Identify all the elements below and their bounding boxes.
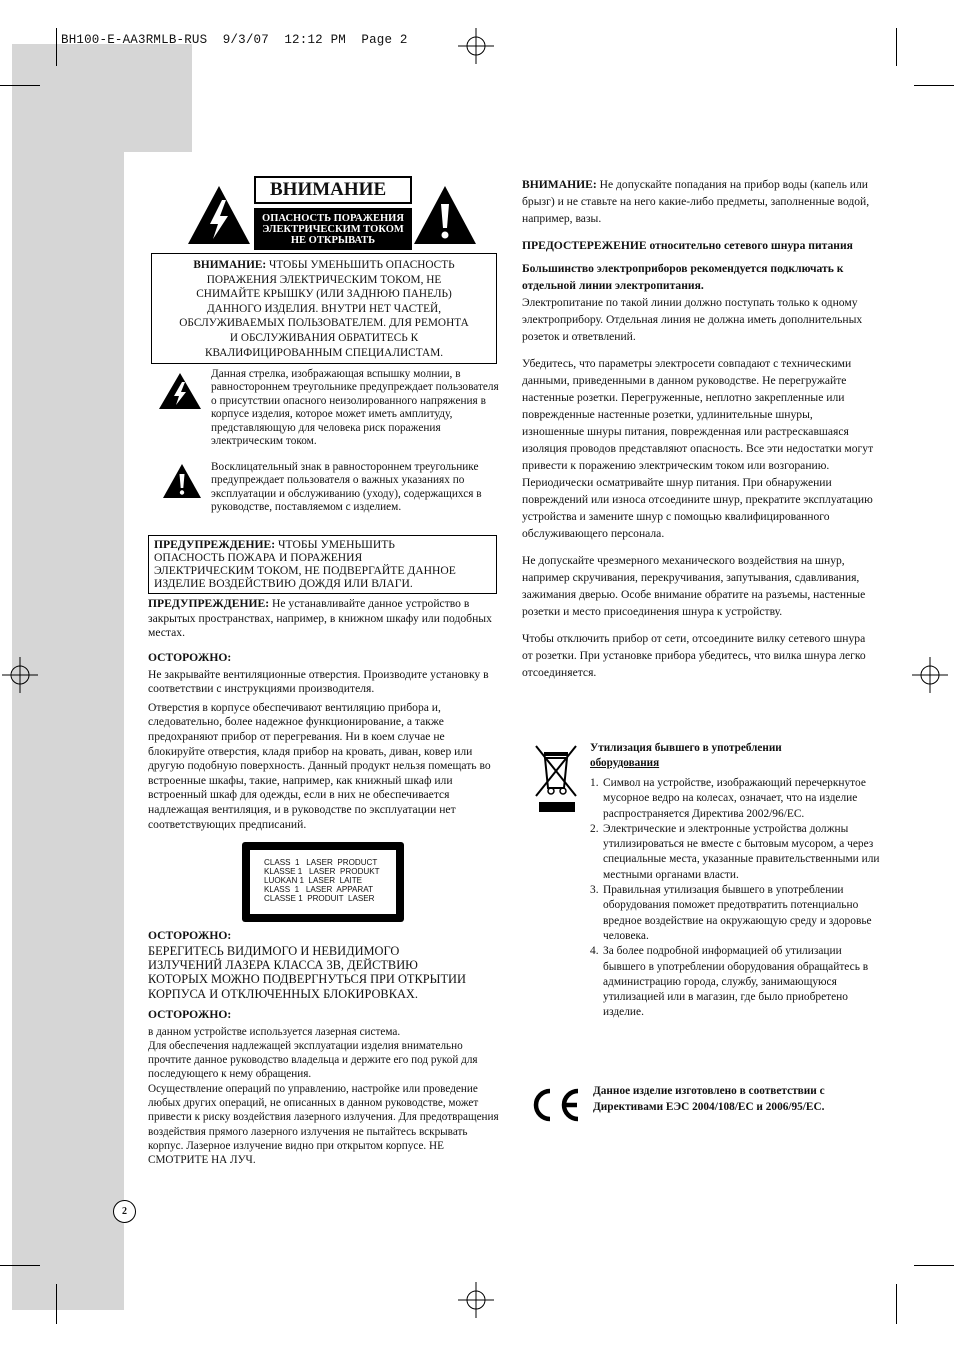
exclamation-symbol-note (152, 461, 502, 531)
caution-line: И ОБСЛУЖИВАНИЯ ОБРАТИТЕСЬ К (229, 331, 419, 344)
water-warning-lead: ВНИМАНИЕ: (522, 178, 597, 191)
system-caution (148, 1008, 500, 1168)
warning-box (148, 535, 497, 594)
doc-id: BH100-E-AA3RMLB-RUS (61, 33, 208, 47)
caution-lead: ВНИМАНИЕ: (193, 259, 267, 271)
laser-caution-line: КОРПУСА И ОТКЛЮЧЕННЫХ БЛОКИРОВКАХ. (148, 986, 418, 1001)
list-item-text: Правильная утилизация бывшего в употреблении оборудования поможет предотвратить потенциально вредное воздействие на окружающую среду и здоровье человека. (603, 884, 872, 942)
vent-caution-p1: Не закрывайте вентиляционные отверстия. Производите установку в соответствии с инструкциями производителя. (148, 667, 489, 696)
registration-mark-icon (2, 657, 38, 693)
caution-line: ЧТОБЫ УМЕНЬШИТЬ ОПАСНОСТЬ (266, 259, 455, 271)
laser-line: KLASS 1 LASER APPARAT (264, 885, 374, 895)
list-item (590, 944, 880, 1020)
registration-mark-icon (458, 1282, 494, 1318)
vent-caution-heading: ОСТОРОЖНО: (148, 651, 232, 664)
weee-title-line: оборудования (590, 757, 660, 769)
warning-sub-line: ОПАСНОСТЬ ПОРАЖЕНИЯ (262, 213, 404, 224)
warning-sub-line: ЭЛЕКТРИЧЕСКИМ ТОКОМ (262, 224, 404, 235)
list-item-text: Символ на устройстве, изображающий перечеркнутое мусорное ведро на колесах, означает, что на изделие распространяется Директива 2002/96/ЕС. (603, 777, 866, 820)
enclosed-warning (148, 597, 500, 641)
cord-p1: Электропитание по такой линии должно поступать только к одному электроприбору. Отдельная линия не должна иметь дополнительных розеток и ответвлений. (522, 296, 863, 343)
laser-caution-line: БЕРЕГИТЕСЬ ВИДИМОГО И НЕВИДИМОГО (148, 943, 400, 958)
cord-heading: ПРЕДОСТЕРЕЖЕНИЕ относительно сетевого шнура питания (522, 239, 853, 252)
list-item-number: 1. (590, 777, 599, 789)
exclamation-triangle-icon (162, 463, 202, 503)
lightning-symbol-note (152, 368, 502, 456)
vent-caution (148, 651, 500, 832)
exclamation-symbol-text: Восклицательный знак в равностороннем треугольнике предупреждает пользователя о важных указаниях по эксплуатации и обслуживанию (уходу), содержащихся в руководстве, поставляемом с изделием. (211, 461, 482, 514)
system-caution-p3: Осуществление операций по управлению, настройке или проведение любых других операций, не описанных в данном руководстве, может привести к риску воздействия лазерного излучения. Для предотвращения воздействия прямого лазерного излучения не пытайтесь вскрывать корпус. Лазерное излучение видно при открытом корпусе. НЕ СМОТРИТЕ НА ЛУЧ. (148, 1082, 499, 1167)
registration-mark-icon (458, 28, 494, 64)
weee-title (590, 741, 850, 771)
ce-mark-icon (528, 1086, 582, 1124)
page-number: 2 (113, 1200, 136, 1223)
ce-conformity-text: Данное изделие изготовлено в соответствии с Директивами ЕЭС 2004/108/ЕС и 2006/95/ЕС. (593, 1085, 825, 1113)
weee-title-line: Утилизация бывшего в употреблении (590, 742, 782, 754)
crop-mark (56, 1284, 57, 1324)
warning-lead: ПРЕДУПРЕЖДЕНИЕ: (154, 538, 276, 551)
warning-label (254, 176, 412, 246)
lightning-triangle-icon (186, 184, 252, 251)
crop-mark (0, 1265, 40, 1266)
crop-mark (896, 1284, 897, 1324)
laser-line: CLASSE 1 PRODUIT LASER (264, 894, 375, 904)
laser-caution-line: КОТОРЫХ МОЖНО ПОДВЕРГНУТЬСЯ ПРИ ОТКРЫТИИ (148, 972, 466, 987)
laser-line: CLASS 1 LASER PRODUCT (264, 858, 378, 867)
laser-label-text (264, 858, 380, 903)
laser-product-label (242, 842, 404, 922)
cord-bold-note: Большинство электроприборов рекомендуется подключать к отдельной линии электропитания. (522, 262, 844, 292)
warning-line: ЭЛЕКТРИЧЕСКИМ ТОКОМ, НЕ ПОДВЕРГАЙТЕ ДАННОЕ (154, 564, 456, 577)
exclamation-triangle-icon (412, 184, 478, 251)
lightning-symbol-text: Данная стрелка, изображающая вспышку молнии, в равностороннем треугольнике предупреждает пользователя о присутствии опасного неизолированного напряжения в корпусе изделия, которое может иметь амплитуду, представляющую для человека риск поражения электрическим током. (211, 368, 499, 448)
list-item-number: 3. (590, 884, 599, 897)
warning-line: ЧТОБЫ УМЕНЬШИТЬ (275, 538, 395, 551)
caution-line: ОБСЛУЖИВАЕМЫХ ПОЛЬЗОВАТЕЛЕМ. ДЛЯ РЕМОНТА (179, 317, 469, 330)
laser-caution-heading: ОСТОРОЖНО: (148, 929, 232, 942)
laser-caution-line: ИЗЛУЧЕНИЙ ЛАЗЕРА КЛАССА 3B, ДЕЙСТВИЮ (148, 958, 418, 972)
print-header (61, 33, 408, 47)
warning-line: ИЗДЕЛИЕ ВОЗДЕЙСТВИЮ ДОЖДЯ ИЛИ ВЛАГИ. (154, 577, 413, 590)
list-item-text: Электрические и электронные устройства должны утилизироваться не вместе с бытовым мусором, а через специальные места, указанные правительственными или местными органами власти. (603, 822, 880, 881)
caution-line: КВАЛИФИЦИРОВАННЫМ СПЕЦИАЛИСТАМ. (204, 346, 444, 359)
cord-p3: Не допускайте чрезмерного механического воздействия на шнур, например скручивания, перекручивания, запутывания, сдавливания, зажимания дверью. Особе внимание обратите на разъемы, настенные розетки и место присоединения шнура к устройству. (522, 554, 866, 618)
laser-label-inner (250, 850, 396, 914)
enclosed-warning-text: Не устанавливайте данное устройство в закрытых пространствах, например, в книжном шкафу или подобных местах. (148, 597, 492, 640)
enclosed-warning-lead: ПРЕДУПРЕЖДЕНИЕ: (148, 597, 270, 610)
crop-mark (914, 1265, 954, 1266)
page-label: Page 2 (361, 33, 408, 47)
list-item (590, 822, 880, 883)
caution-line: ПОРАЖЕНИЯ ЭЛЕКТРИЧЕСКИМ ТОКОМ, НЕ (206, 273, 442, 286)
system-caution-p1: в данном устройстве используется лазерная система. (148, 1025, 401, 1038)
print-time: 12:12 PM (284, 33, 346, 47)
right-column (522, 176, 874, 691)
cord-p2: Убедитесь, что параметры электросети совпадают с техническими данными, приведенными в данном руководстве. Не перегружайте настенные розетки. Перегруженные, неплотно закрепленные или поврежденные настенные розетки, удлинительные шнуры, изношенные шнуры питания, поврежденная или растрескавшаяся изоляция проводов представляют опасность. Все эти недостатки могут привести к поражению электрическим током или возгоранию. Периодически осматривайте шнур питания. При обнаружении повреждений или износа отсоедините шнур, прекратите эксплуатацию устройства и замените шнур с помощью квалифицированного обслуживающего персонала. (522, 357, 874, 540)
warning-label-title: ВНИМАНИЕ (254, 176, 412, 204)
crop-mark (0, 85, 40, 86)
weee-list (590, 776, 880, 1021)
water-warning-text: Не допускайте попадания на прибор воды (капель или брызг) и не ставьте на него какие-либо предметы, заполненные водой, например, вазы. (522, 178, 870, 225)
list-item (590, 776, 880, 822)
list-item-number: 4. (590, 945, 599, 958)
caution-box (151, 253, 497, 364)
crossed-bin-icon (534, 742, 580, 814)
crop-mark (56, 28, 57, 66)
laser-line: LUOKAN 1 LASER LAITE (264, 876, 363, 886)
cord-p4: Чтобы отключить прибор от сети, отсоедините вилку сетевого шнура от розетки. При установке прибора убедитесь, что вилка шнура легко отсоединяется. (522, 632, 866, 679)
caution-line: СНИМАЙТЕ КРЫШКУ (ИЛИ ЗАДНЮЮ ПАНЕЛЬ) (196, 288, 452, 301)
lightning-triangle-icon (158, 372, 202, 414)
warning-sub-line: НЕ ОТКРЫВАТЬ (290, 235, 376, 246)
water-warning (522, 176, 874, 227)
print-date: 9/3/07 (222, 33, 269, 47)
laser-line: KLASSE 1 LASER PRODUKT (264, 867, 380, 877)
vent-caution-p2: Отверстия в корпусе обеспечивают вентиляцию прибора и, следовательно, более надежное функционирование, а также предохраняют прибор от перегревания. Ни в коем случае не блокируйте отверстия, кладя прибор на кровать, диван, ковер или другую подобную поверхность. Данный продукт нельзя помещать во встроенные шкафы, такие, например, как книжный шкаф или встроенный шкаф для одежды, если в них не обеспечивается надлежащая вентиляция, и в руководстве по эксплуатации нет соответствующих предписаний. (148, 700, 491, 831)
crop-mark (896, 28, 897, 66)
warning-line: ОПАСНОСТЬ ПОЖАРА И ПОРАЖЕНИЯ (154, 551, 363, 564)
warning-label-subtitle (254, 208, 412, 250)
laser-caution (148, 929, 500, 1001)
list-item-number: 2. (590, 822, 599, 835)
crop-mark (914, 85, 954, 86)
system-caution-p2: Для обеспечения надлежащей эксплуатации изделия внимательно прочтите данное руководство владельца и держите его под рукой для последующего к нему обращения. (148, 1039, 478, 1081)
system-caution-heading: ОСТОРОЖНО: (148, 1008, 232, 1021)
list-item (590, 883, 880, 944)
registration-mark-icon (912, 657, 948, 693)
list-item-text: За более подробной информацией об утилизации бывшего в употреблении оборудования обращайтесь в администрацию города, службу, занимающуюся утилизацией или в магазин, где было приобретено изделие. (603, 945, 869, 1019)
caution-line: ДАННОГО ИЗДЕЛИЯ. ВНУТРИ НЕТ ЧАСТЕЙ, (206, 302, 442, 315)
